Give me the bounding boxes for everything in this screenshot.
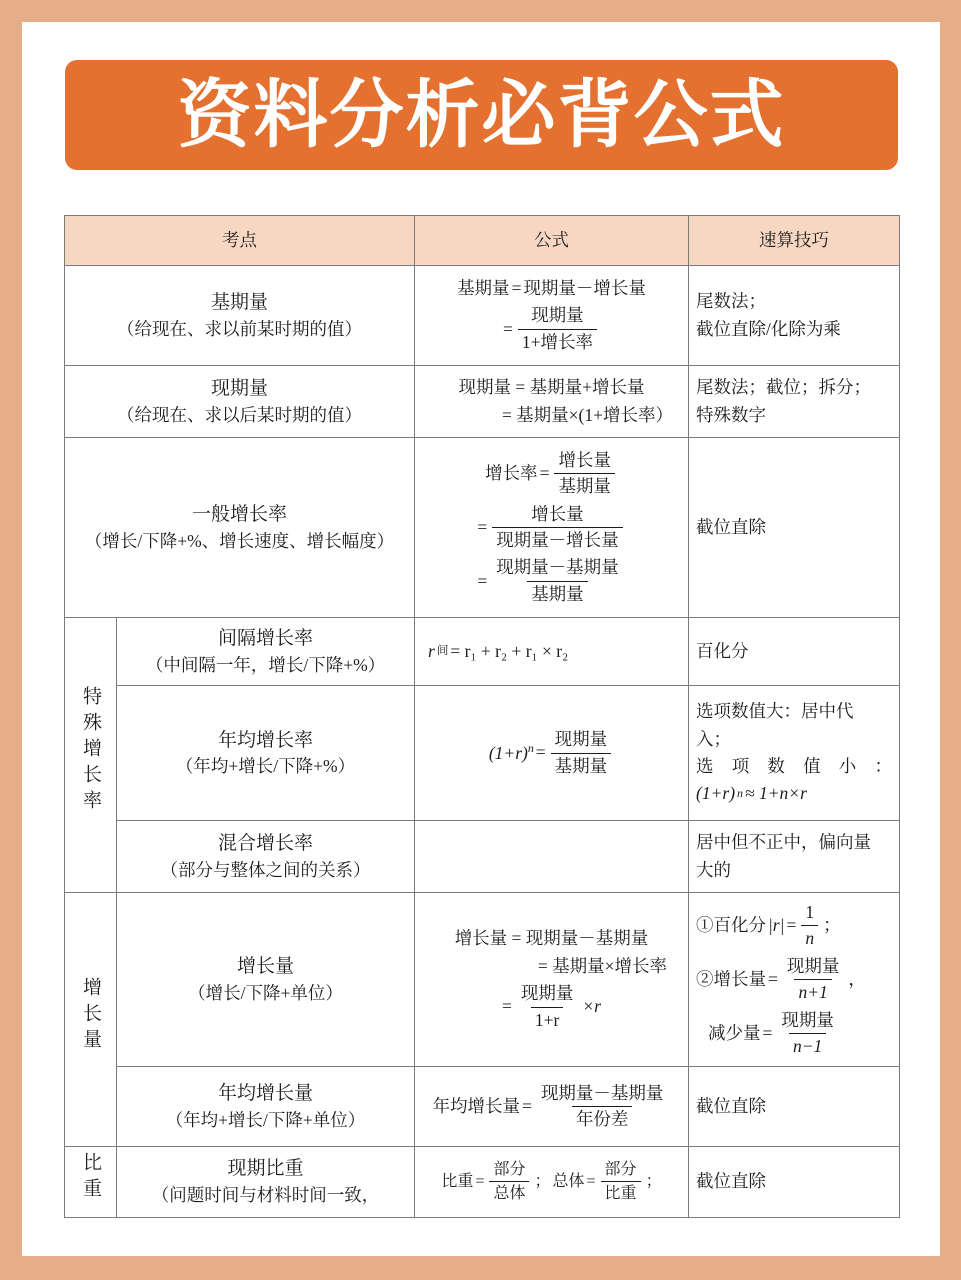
table-row — [65, 893, 900, 1067]
column-header-point: 考点 — [65, 216, 415, 266]
fraction — [518, 303, 597, 355]
point-title: 基期量 — [210, 292, 268, 314]
trick-equals: = — [762, 1022, 773, 1043]
fraction-numerator: 增长量 — [531, 503, 584, 524]
cell-point-growth-amount — [117, 893, 415, 1067]
formula-equals: = — [477, 516, 488, 537]
cell-point-avg-annual-growth-rate — [117, 686, 415, 821]
formula-equals: = — [477, 570, 488, 591]
formula-line: = 基期量×增长率 — [537, 955, 667, 976]
formula-line — [422, 276, 681, 301]
fraction — [489, 1158, 529, 1205]
trick-line: 大的 — [696, 859, 731, 880]
trick-line: 截位直除 — [696, 516, 766, 537]
fraction-denominator: 基期量 — [527, 581, 588, 607]
group-label-text: 比重 — [80, 1152, 101, 1205]
table-row — [65, 686, 900, 821]
group-label-proportion — [65, 1147, 117, 1217]
formula-line — [422, 303, 681, 355]
cell-point-interval-growth-rate — [117, 618, 415, 686]
formula-equals: = — [522, 1096, 532, 1117]
point-title: 一般增长率 — [191, 504, 287, 526]
fraction — [517, 981, 578, 1033]
formula-tail: ×r — [582, 996, 601, 1017]
trick-equals: = — [768, 968, 778, 989]
formula-table-container — [64, 215, 899, 1218]
formula-rhs: 现期量－增长量 — [523, 277, 646, 298]
fraction — [551, 727, 612, 779]
formula-line — [422, 1081, 681, 1133]
point-title: 间隔增长率 — [217, 628, 313, 650]
cell-formula-growth-amount — [415, 893, 689, 1067]
trick-line: 截位直除/化除为乘 — [696, 318, 841, 339]
table-row — [65, 821, 900, 893]
cell-formula-mixed-growth-rate — [415, 821, 689, 893]
trick-line — [696, 900, 892, 952]
cell-point-current-proportion — [117, 1147, 415, 1217]
point-title: 增长量 — [236, 956, 294, 978]
fraction — [537, 1081, 668, 1133]
formula-line: 现期量 = 基期量+增长量 — [458, 377, 645, 398]
point-subtitle: （增长/下降+%、增长速度、增长幅度） — [84, 530, 395, 551]
trick-line — [696, 1008, 892, 1060]
cell-trick-interval-growth-rate — [689, 618, 900, 686]
formula-line: 增长量 = 现期量－基期量 — [454, 928, 649, 949]
formula-equals: = — [503, 318, 513, 339]
cell-trick-avg-annual-growth-rate — [689, 686, 900, 821]
group-label-text: 特殊增长率 — [80, 686, 101, 817]
trick-semicolon: ； — [823, 915, 841, 936]
table-row — [65, 1147, 900, 1217]
fraction — [554, 448, 615, 500]
cell-trick-current-proportion — [689, 1147, 900, 1217]
formula-table — [64, 215, 900, 1218]
formula-equals-2: = — [586, 1173, 596, 1191]
formula-line — [422, 639, 681, 664]
cell-formula-base-quantity — [415, 266, 689, 366]
fraction-numerator: 现期量－基期量 — [496, 557, 619, 578]
formula-lhs: 基期量 — [457, 277, 510, 298]
fraction-denominator: n+1 — [794, 979, 831, 1005]
point-title: 年均增长量 — [217, 1083, 313, 1105]
cell-trick-mixed-growth-rate — [689, 821, 900, 893]
formula-line — [422, 555, 681, 607]
formula-lhs — [489, 740, 534, 766]
fraction-denominator: n — [801, 925, 818, 951]
trick-line: 尾数法；截位；拆分； — [696, 377, 871, 398]
fraction-denominator: 总体 — [489, 1181, 529, 1205]
formula-equals: = — [475, 1173, 485, 1191]
fraction-denominator: 基期量 — [551, 753, 612, 779]
cell-point-avg-annual-growth-amount — [117, 1067, 415, 1147]
fraction-numerator: 现期量 — [520, 983, 574, 1004]
point-title: 混合增长率 — [217, 833, 313, 855]
table-header — [65, 216, 900, 266]
cell-formula-interval-growth-rate — [415, 618, 689, 686]
fraction-numerator: 1 — [805, 902, 815, 922]
column-header-trick: 速算技巧 — [689, 216, 900, 266]
formula-line — [422, 1158, 681, 1205]
formula-line — [422, 727, 681, 779]
point-subtitle: （年均+增长/下降+单位） — [165, 1109, 366, 1130]
formula-separator: ； — [534, 1173, 551, 1191]
table-header-row — [65, 216, 900, 266]
fraction-denominator: 1+r — [531, 1007, 563, 1033]
trick-line: 居中但不正中，偏向量 — [696, 832, 871, 853]
trick-abs-r: |r| — [768, 915, 785, 936]
point-subtitle: （给现在、求以后某时期的值） — [117, 404, 362, 425]
trick-equals: = — [786, 915, 797, 936]
point-subtitle: （给现在、求以前某时期的值） — [117, 318, 362, 339]
formula-lhs: 增长率 — [485, 463, 538, 484]
trick-line: 入； — [696, 728, 731, 749]
fraction-numerator: 现期量－基期量 — [540, 1082, 664, 1103]
formula-equals: = — [511, 277, 522, 298]
table-row — [65, 1067, 900, 1147]
trick-line: 截位直除 — [696, 1096, 766, 1117]
title-banner — [65, 60, 898, 170]
point-subtitle: （增长/下降+单位） — [188, 982, 343, 1003]
formula-rhs: = r₁ + r₂ + r₁ × r₂ — [450, 640, 569, 661]
trick-line — [696, 954, 892, 1006]
fraction-denominator: n−1 — [789, 1033, 826, 1059]
point-title: 年均增长率 — [217, 729, 313, 751]
fraction-numerator: 部分 — [493, 1161, 526, 1179]
trick-line: 特殊数字 — [696, 404, 766, 425]
formula-line — [422, 981, 681, 1033]
formula-lhs: r — [428, 640, 435, 661]
fraction — [492, 502, 623, 554]
page-title: 资料分析必背公式 — [177, 73, 786, 156]
formula-tail: ； — [645, 1173, 662, 1191]
point-subtitle: （问题时间与材料时间一致， — [151, 1185, 380, 1206]
fraction-numerator: 部分 — [604, 1161, 637, 1179]
cell-formula-current-proportion — [415, 1147, 689, 1217]
fraction — [492, 555, 623, 607]
cell-point-base-quantity — [65, 266, 415, 366]
table-row — [65, 266, 900, 366]
group-label-growth-amount — [65, 893, 117, 1147]
fraction-denominator: 现期量－增长量 — [492, 527, 623, 553]
trick-prefix: ②增长量 — [696, 968, 766, 989]
trick-formula-exponent: n — [737, 786, 743, 801]
formula-subscript: 间 — [436, 645, 449, 658]
cell-formula-avg-annual-growth-amount — [415, 1067, 689, 1147]
formula-line — [422, 502, 681, 554]
formula-equals: = — [535, 742, 546, 763]
cell-trick-general-growth-rate — [689, 438, 900, 618]
column-header-formula: 公式 — [415, 216, 689, 266]
fraction-numerator: 现期量 — [554, 729, 608, 750]
formula-equals: = — [502, 996, 512, 1017]
formula-exponent: n — [527, 740, 534, 755]
table-row — [65, 366, 900, 438]
cell-formula-avg-annual-growth-rate — [415, 686, 689, 821]
formula-line: = 基期量×(1+增长率） — [501, 404, 673, 425]
table-row — [65, 618, 900, 686]
point-title: 现期比重 — [227, 1158, 304, 1180]
fraction-denominator: 比重 — [601, 1181, 641, 1205]
formula-equals: = — [539, 463, 550, 484]
cell-point-general-growth-rate — [65, 438, 415, 618]
trick-line: 选项数值大：居中代 — [696, 701, 854, 722]
fraction — [601, 1158, 641, 1205]
cell-trick-base-quantity — [689, 266, 900, 366]
point-subtitle: （中间隔一年，增长/下降+%） — [145, 654, 386, 675]
trick-line: 选项数值小： — [696, 756, 892, 776]
cell-point-current-quantity — [65, 366, 415, 438]
trick-formula-rest: ≈ 1+n×r — [744, 783, 807, 804]
cell-trick-growth-amount — [689, 893, 900, 1067]
cell-formula-general-growth-rate — [415, 438, 689, 618]
fraction-numerator: 现期量 — [781, 1009, 834, 1030]
fraction-denominator: 基期量 — [554, 473, 615, 499]
formula-lhs: 比重 — [441, 1173, 474, 1191]
fraction-denominator: 1+增长率 — [518, 329, 597, 355]
fraction-numerator: 增长量 — [558, 449, 611, 470]
trick-formula-base: (1+r) — [696, 783, 736, 804]
formula-base: (1+r) — [488, 742, 528, 763]
formula-line — [422, 448, 681, 500]
fraction-denominator: 年份差 — [572, 1106, 633, 1132]
group-label-special-growth-rate — [65, 618, 117, 893]
point-title: 现期量 — [210, 378, 268, 400]
trick-line: 尾数法； — [696, 291, 766, 312]
cell-trick-avg-annual-growth-amount — [689, 1067, 900, 1147]
cell-formula-current-quantity — [415, 366, 689, 438]
trick-prefix: ①百化分 — [696, 915, 766, 936]
fraction — [783, 954, 844, 1006]
trick-line: 截位直除 — [696, 1171, 766, 1192]
fraction-numerator: 现期量 — [531, 305, 584, 326]
table-row — [65, 438, 900, 618]
trick-comma: ， — [848, 968, 866, 989]
group-label-text: 增长量 — [80, 976, 101, 1055]
formula-lhs-2: 总体 — [552, 1173, 585, 1191]
fraction — [801, 900, 818, 952]
formula-lhs: 年均增长量 — [432, 1096, 521, 1117]
point-subtitle: （部分与整体之间的关系） — [160, 859, 371, 880]
cell-trick-current-quantity — [689, 366, 900, 438]
point-subtitle: （年均+增长/下降+%） — [175, 756, 356, 777]
trick-line: 百化分 — [696, 640, 749, 661]
cell-point-mixed-growth-rate — [117, 821, 415, 893]
poster-card — [22, 22, 940, 1256]
table-body — [65, 266, 900, 1218]
fraction — [777, 1008, 838, 1060]
fraction-numerator: 现期量 — [786, 955, 840, 976]
trick-line — [696, 781, 892, 806]
trick-prefix: 减少量 — [708, 1022, 761, 1043]
